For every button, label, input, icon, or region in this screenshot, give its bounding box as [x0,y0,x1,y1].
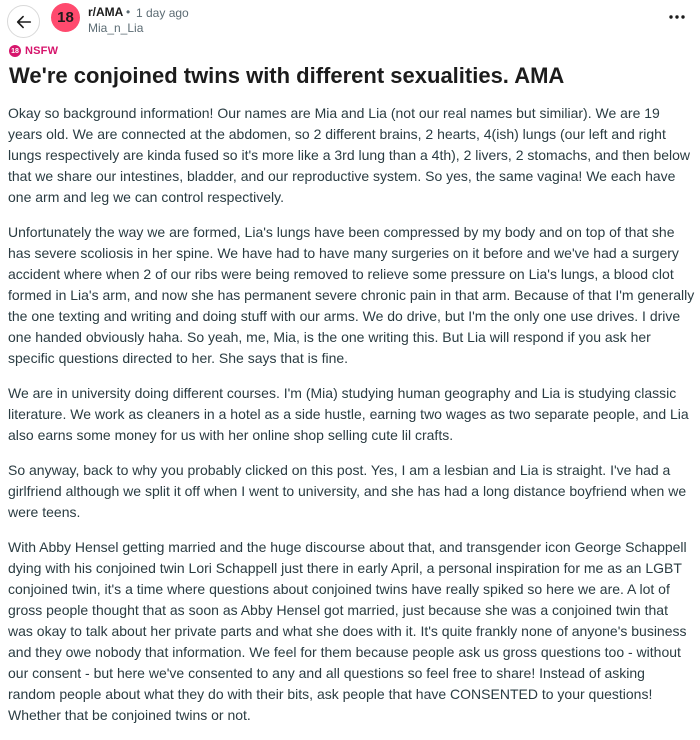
subreddit-name[interactable]: r/AMA [88,5,124,19]
more-horizontal-icon [668,14,686,20]
back-button[interactable] [7,5,40,38]
post-paragraph: Okay so background information! Our names are Mia and Lia (not our real names but similiar). We are 19 years old. We are connected at the abdomen, so 2 different brains, 2 hearts, 4(ish) lungs (our left and right lungs respectively are kinda fused so it's more like a 3rd lung than a 4th), 2 livers, 2 stomachs, and then below that we share our intestines, bladder, and our reproductive system. So yes, the same vagina! We each have one arm and leg we can control respectively. [8,105,691,205]
post-paragraph: Unfortunately the way we are formed, Lia's lungs have been compressed by my body and on top of that she has severe scoliosis in her spine. We have had to have many surgeries on it before and we've had a surgery accident where when 2 of our ribs were being removed to relieve some pressure on Lia's lungs, a blood clot formed in Lia's arm, and now she has permanent severe chronic pain in that arm. Because of that I'm generally the one texting and writing and doing stuff with our arms. We do drive, but I'm the only one use drives. I drive one handed obviously haha. So yeah, me, Mia, is the one writing this. But Lia will respond if you ask her specific questions directed to her. She says that is fine. [8,224,695,366]
subreddit-avatar[interactable]: 18 [51,3,80,32]
arrow-left-icon [15,13,33,31]
post-paragraph: With Abby Hensel getting married and the huge discourse about that, and transgender icon George Schappell dying with his conjoined twin Lori Schappell just there in early April, a personal inspiration for me as an LGBT conjoined twin, it's a time where questions about conjoined twins have really spiked so here we are. A lot of gross people thought that as soon as Abby Hensel got married, just because she was a conjoined twin that was okay to talk about her private parts and what she does with it. It's quite frankly none of anyone's business and they owe nobody that information. We feel for them because people ask us gross questions too - without our consent - but here we've consented to any and all questions so feel free to share! Instead of asking random people about what they do with their bits, ask people that have CONSENTED to your questions! Whether that be conjoined twins or not. [8,539,687,723]
more-options-button[interactable] [662,2,692,32]
author-name[interactable]: Mia_n_Lia [88,21,144,35]
post-paragraph: We are in university doing different courses. I'm (Mia) studying human geography and Lia is studying classic literature. We work as cleaners in a hotel as a side hustle, earning two wages as two separate people, and Lia also earns some money for us with her online shop selling cute lil crafts. [8,385,689,443]
post-paragraph: So anyway, back to why you probably clicked on this post. Yes, I am a lesbian and Lia is straight. I've had a girlfriend although we split it off when I went to university, and she has had a long distance boyfriend when we were teens. [8,462,687,520]
meta-separator: • [126,5,131,19]
post-title: We're conjoined twins with different sexualities. AMA [9,63,565,88]
nsfw-tag [9,44,58,58]
nsfw-label: NSFW [25,45,59,57]
post-header [0,0,700,44]
post-time: 1 day ago [136,6,189,20]
nsfw-icon: 18 [9,45,21,57]
post-body [8,103,696,740]
